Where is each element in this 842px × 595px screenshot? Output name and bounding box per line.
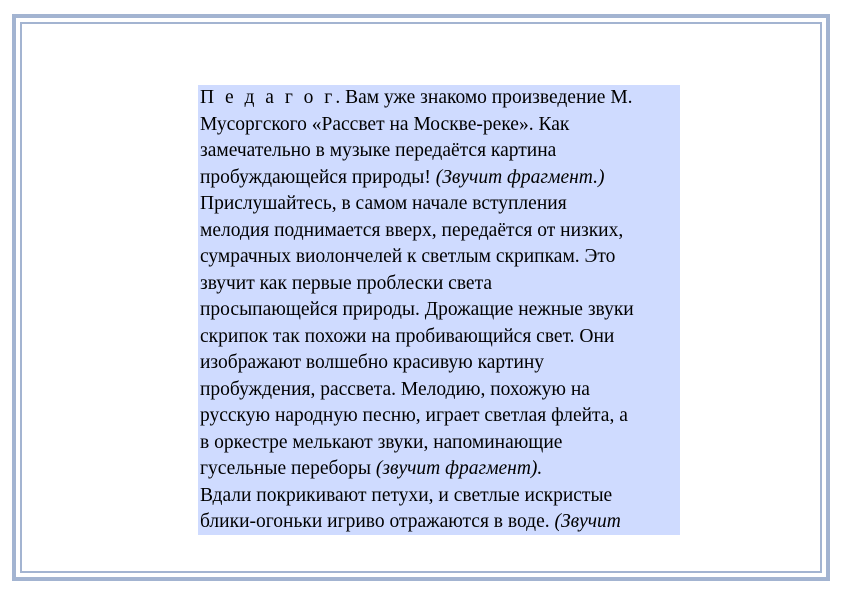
text-run: Вдали покрикивают петухи, и светлые искристые (200, 484, 613, 506)
speaker-label: П е д а г о г (200, 87, 336, 108)
text-run: изображают волшебно красивую картину (200, 352, 545, 373)
text-line (200, 324, 678, 351)
text-line (200, 165, 678, 192)
stage-direction: (Звучит фрагмент.) (435, 166, 605, 188)
text-line (200, 191, 678, 218)
stage-direction: (звучит фрагмент). (375, 458, 543, 479)
text-line (200, 350, 678, 377)
text-run: сумрачных виолончелей к светлым скрипкам. Это (200, 246, 616, 267)
text-run: звучит как первые проблески света (200, 272, 492, 294)
text-line (200, 483, 678, 510)
text-line (200, 509, 678, 535)
text-run: русскую народную песню, играет светлая флейта, а (200, 405, 628, 426)
text-line (200, 112, 678, 139)
text-run: в оркестре мелькают звуки, напоминающие (200, 431, 563, 453)
text-run: . Вам уже знакомо произведение М. (335, 87, 633, 108)
text-line (200, 138, 678, 165)
text-line (200, 377, 678, 404)
text-run: замечательно в музыке передаётся картина (200, 140, 557, 161)
text-run: гусельные переборы (200, 458, 376, 479)
text-run: скрипок так похожи на пробивающийся свет. Они (200, 325, 615, 347)
text-run: блики-огоньки игриво отражаются в воде. (200, 511, 555, 532)
text-line (200, 85, 678, 112)
text-run: пробуждения, рассвета. Мелодию, похожую на (200, 378, 590, 400)
slide-text-block (198, 85, 680, 535)
text-line (200, 430, 678, 457)
text-line (200, 456, 678, 483)
text-line (200, 403, 678, 430)
text-line (200, 218, 678, 245)
text-run: просыпающейся природы. Дрожащие нежные звуки (200, 299, 634, 320)
text-run: мелодия поднимается вверх, передаётся от низких, (200, 219, 624, 241)
text-line (200, 297, 678, 324)
text-run: пробуждающейся природы! (200, 166, 436, 188)
stage-direction: (Звучит (554, 511, 621, 532)
text-line (200, 271, 678, 298)
text-run: Мусоргского «Рассвет на Москве-реке». Как (200, 113, 570, 135)
text-line (200, 244, 678, 271)
text-run: Прислушайтесь, в самом начале вступления (200, 193, 567, 214)
